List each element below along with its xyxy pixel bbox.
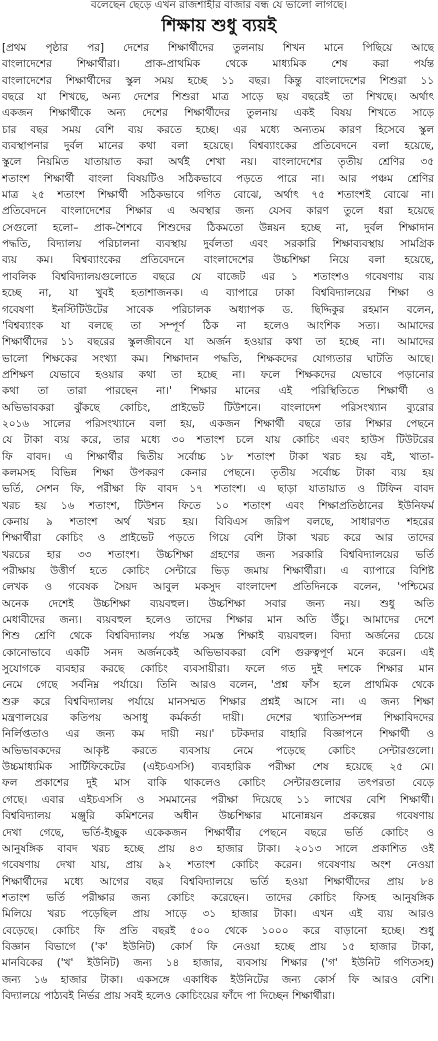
article-line: মানবিকের ('খ' ইউনিট) জন্য ১৪ হাজার, ব্যবসায় শিক্ষার ('গ' ইউনিট গণিতসহ) — [2, 957, 434, 970]
article-line: কলমসহ বিভিন্ন শিক্ষা উপকরণ কেনার পেছনে। তৃতীয় সর্বোচ্চ টাকা ব্যয় হয় — [2, 466, 434, 479]
article-line: অভিভাবকদের আকৃষ্ট করতে ব্যবসায় নেমে পড়েছে কোচিং সেন্টারগুলো। — [2, 744, 434, 757]
article-line: ফল প্রকাশের দুই মাস বাকি থাকলেও কোচিং সেন্টারগুলোর তৎপরতা বেড়ে — [2, 777, 434, 790]
article-line: কথা তা তারা পারছেন না।' শিক্ষার মানের এই পরিস্থিতিতে শিক্ষার্থী ও — [2, 385, 434, 398]
article-line: শিশু শ্রেণি থেকে বিশ্ববিদ্যালয় পর্যন্ত সমস্ত শিক্ষাই ব্যয়বহুল। বিদ্যা অর্জনের চেয়ে — [2, 630, 434, 643]
article-line: পদ্ধতি, বিদ্যালয় পরিচালনা ব্যবস্থায় দুর্বলতা এবং সরকারি শিক্ষাব্যবস্থায় সামগ্রিক — [2, 238, 434, 251]
article-line: জন্য ১৬ হাজার টাকা। একসঙ্গে একাধিক ইউনিটের জন্য কোর্স ফি আরও বেশি। — [2, 973, 434, 986]
article-line: বেড়েছে। কোচিং ফি প্রতি বছরই ৫০০ থেকে ১০০০ করে বাড়ানো হচ্ছে। শুধু — [2, 924, 434, 937]
article-line: ২০১৬ সালের পরিসংখ্যানে বলা হয়, একজন শিক্ষার্থী বছরে তার শিক্ষার পেছনে — [2, 417, 434, 430]
article-line: বছরে যা শিখছে, অন্য দেশের শিশুরা মাত্র সাড়ে ছয় বছরেই তা শিখছে। অর্থাৎ — [2, 91, 434, 104]
article-line: আনুষঙ্গিক বাবদ খরচ হচ্ছে প্রায় ৪৩ হাজার টাকা। ২০১৩ সালে প্রকাশিত ওই — [2, 842, 434, 855]
article-line: ভর্তি, সেশন ফি, পরীক্ষা ফি বাবদ ১৭ শতাংশ। এ ছাড়া যাতায়াত ও টিফিন বাবদ — [2, 483, 434, 496]
article-line: বাংলাদেশের শিক্ষার্থীদের স্কুল সময় হচ্ছে ১১ বছর। কিন্তু বাংলাদেশের শিশুরা ১১ — [2, 74, 434, 87]
article-line: খরচ হয় ১৬ শতাংশ, টিউশন ফিতে ১০ শতাংশ এবং শিক্ষাপ্রতিষ্ঠানের ইউনিফর্ম — [2, 499, 434, 512]
article-line: সুযোগকে ব্যবহার করছে কোচিং ব্যবসায়ীরা। ফলে গত দুই দশকে শিক্ষার মান — [2, 663, 434, 676]
article-headline: শিক্ষায় শুধু ব্যয়ই — [161, 16, 277, 36]
article-line: শুরু করে বিশ্ববিদ্যালয় পর্যায়ে মানসম্মত শিক্ষার প্রশ্নই আসে না। এ জন্য শিক্ষা — [2, 695, 434, 708]
article-line: স্কুলে নিয়মিত যাতায়াত করা অর্থই শেখা নয়। বাংলাদেশের তৃতীয় শ্রেণির ৩৫ — [2, 156, 434, 169]
article-body — [2, 40, 434, 1040]
article-line: চার বছর সময় বেশি ব্যয় করতে হচ্ছে। এর মধ্যে অন্যতম কারণ হিসেবে স্কুল — [2, 123, 434, 136]
article-line: [প্রথম পৃষ্ঠার পর] দেশের শিক্ষার্থীদের তুলনায় শিখন মানে পিছিয়ে আছে — [2, 42, 434, 54]
article-line: 'বিশ্বব্যাংক যা বলছে তা সম্পূর্ণ ঠিক না হলেও আংশিক সত্য। আমাদের — [2, 319, 434, 332]
article-line: পরীক্ষায় উত্তীর্ণ হতে কোচিং সেন্টারে ভিড় জমায় শিক্ষার্থীরা। এ ব্যাপারে বিশিষ্ট — [2, 565, 434, 577]
article-line: বিদ্যালয়ে পাঠ্যবই নির্ভর প্রায় সবই হলেও কোচিংয়ের ফাঁদে পা দিচ্ছেন শিক্ষার্থীরা। — [2, 989, 335, 1002]
article-line: মেধাবীদের জন্য। ব্যয়বহুল হলেও তাদের শিক্ষার মান অতি উঁচু। আমাদের দেশে — [2, 614, 434, 627]
article-line: মন্ত্রণালয়ের কতিপয় অসাধু কর্মকর্তা দায়ী। দেশের খ্যাতিসম্পন্ন শিক্ষাবিদদের — [2, 712, 434, 725]
article-line: ফি বাবদ। এ শিক্ষার্থীর দ্বিতীয় সর্বোচ্চ ১৮ শতাংশ টাকা খরচ হয় বই, খাতা- — [2, 450, 434, 463]
article-line: নেমে গেছে সর্বনিম্ন পর্যায়ে। তিনি আরও বলেন, 'প্রশ্ন ফাঁস হলে প্রাথমিক থেকে — [2, 679, 434, 692]
article-line: কেনায় ৯ শতাংশ অর্থ খরচ হয়। বিবিএস জরিপ বলছে, সাধারণত শহরের — [2, 515, 434, 528]
article-line: অভিভাবকরা ঝুঁকছে কোচিং, প্রাইভেট টিউশনে। বাংলাদেশ পরিসংখ্যান ব্যুরোর — [2, 401, 434, 414]
article-line: বিজ্ঞান বিভাগে ('ক' ইউনিট) কোর্স ফি নেওয়া হচ্ছে প্রায় ১৫ হাজার টাকা, — [2, 940, 434, 953]
article-line: শিক্ষার্থীদের ১১ বছরের স্কুলজীবনে যা অর্জন হওয়ার কথা তা হচ্ছে না। আমাদের — [2, 336, 434, 349]
article-line: দেখা গেছে, ভর্তি-ইচ্ছুক একেকজন শিক্ষার্থীর পেছনে বছরে ভর্তি কোচিং ও — [2, 826, 434, 839]
article-line: কোনোভাবে একটি সনদ অর্জনকেই অভিভাবকরা বেশি গুরুত্বপূর্ণ মনে করেন। এই — [2, 646, 434, 659]
article-line: খরচের হার ৩৩ শতাংশ। উচ্চশিক্ষা গ্রহণের জন্য সরকারি বিশ্ববিদ্যালয়ের ভর্তি — [2, 548, 434, 561]
article-line: বাংলাদেশের শিক্ষার্থীরা। প্রাক-প্রাথমিক থেকে মাধ্যমিক শেষ করা পর্যন্ত — [2, 58, 434, 71]
article-line: শিক্ষার্থীরা কোচিং ও প্রাইভেট পড়তে গিয়ে বেশি টাকা খরচ করে আর তাদের — [2, 532, 434, 545]
article-line: গবেষণা ইনস্টিটিউটের সাবেক পরিচালক অধ্যাপক ড. ছিদ্দিকুর রহমান বলেন, — [2, 303, 434, 316]
article-line: নির্লিপ্ততাও এর জন্য কম দায়ী নয়।' চটকদার বাহারি বিজ্ঞাপনে শিক্ষার্থী ও — [2, 728, 434, 741]
article-line: মিলিয়ে খরচ পড়েছিল প্রায় সাড়ে ৩১ হাজার টাকা। এখন এই ব্যয় আরও — [2, 908, 434, 921]
article-line: ব্যয় কম। বিশ্বব্যাংকের প্রতিবেদনে বাংলাদেশের উচ্চশিক্ষা নিয়ে বলা হয়েছে, — [2, 254, 434, 267]
article-line: হচ্ছে না, যা খুবই হতাশাজনক। এ ব্যাপারে ঢাকা বিশ্ববিদ্যালয়ের শিক্ষা ও — [2, 287, 434, 300]
article-line: বিশ্ববিদ্যালয় মঞ্জুরি কমিশনের অধীন উচ্চশিক্ষার মানোন্নয়ন প্রকল্পের গবেষণায় — [2, 810, 434, 823]
article-line: ব্যবস্থাপনার দুর্বল মানের কথা বলা হয়েছে। বিশ্বব্যাংকের প্রতিবেদনে বলা হয়েছে, — [2, 140, 434, 153]
article-line: প্রশিক্ষণ যেভাবে হওয়ার কথা তা হচ্ছে না। ফলে শিক্ষকদের যেভাবে পড়ানোর — [2, 368, 434, 381]
article-line: গেছে। এবার এইচএসসি ও সমমানের পরীক্ষা দিয়েছে ১১ লাখের বেশি শিক্ষার্থী। — [2, 793, 434, 806]
article-line: ভালো শিক্ষকের সংখ্যা কম। শিক্ষাদান পদ্ধতি, শিক্ষকদের যোগ্যতার ঘাটতি আছে। — [2, 352, 434, 365]
article-line: শতাংশ ভর্তি পরীক্ষার জন্য কোচিং করেছেন। তাদের কোচিং ফিসহ আনুষঙ্গিক — [2, 891, 434, 904]
article-line: অনেক দেশেই উচ্চশিক্ষা ব্যয়বহুল। উচ্চশিক্ষা সবার জন্য নয়। শুধু অতি — [2, 597, 434, 610]
article-line: শিক্ষার্থীদের মধ্যে আগের বছর বিশ্ববিদ্যালয়ে ভর্তি হওয়া শিক্ষার্থীদের প্রায় ৮৪ — [2, 875, 434, 888]
article-line: উচ্চমাধ্যমিক সার্টিফিকেটের (এইচএসসি) ব্যবহারিক পরীক্ষা শেষ হয়েছে ২৫ মে। — [2, 761, 434, 774]
article-line: প্রতিবেদনে বাংলাদেশের শিক্ষার এ অবস্থার জন্য যেসব কারণ তুলে ধরা হয়েছে — [2, 205, 434, 218]
article-line: গবেষণায় দেখা যায়, প্রায় ৯২ শতাংশ কোচিং করেন। গবেষণায় অংশ নেওয়া — [2, 859, 434, 872]
article-line: একজন শিক্ষার্থীকে অন্য দেশের শিক্ষার্থীদের তুলনায় একই বিষয় শিখতে সাড়ে — [2, 107, 434, 120]
previous-article-tail: বলেছেন ছেড়ে এখন রাজশাহীর বাজার বন্ধ যে ভালো লাগছে। — [90, 0, 348, 10]
article-line: যে টাকা ব্যয় করে, তার মধ্যে ৩০ শতাংশ চলে যায় কোচিং এবং হাউস টিউটরের — [2, 434, 434, 447]
article-line: লেখক ও গবেষক সৈয়দ আবুল মকসুদ বাংলাদেশ প্রতিদিনকে বলেন, 'পশ্চিমের — [2, 581, 434, 594]
article-line: পাবলিক বিশ্ববিদ্যালয়গুলোতে বছরে যে বাজেট এর ১ শতাংশও গবেষণায় ব্যয় — [2, 270, 434, 283]
article-line: শতাংশ শিক্ষার্থী বাংলা বিষয়টিও সঠিকভাবে পড়তে পারে না। আর পঞ্চম শ্রেণির — [2, 172, 434, 185]
article-line: মাত্র ২৫ শতাংশ শিক্ষার্থী সঠিকভাবে গণিত বোঝে, অর্থাৎ ৭৫ শতাংশই বোঝে না। — [2, 189, 434, 202]
article-line: সেগুলো হলো– প্রাক-শৈশবে শিশুদের ঠিকমতো উন্নয়ন হচ্ছে না, দুর্বল শিক্ষাদান — [2, 221, 434, 234]
